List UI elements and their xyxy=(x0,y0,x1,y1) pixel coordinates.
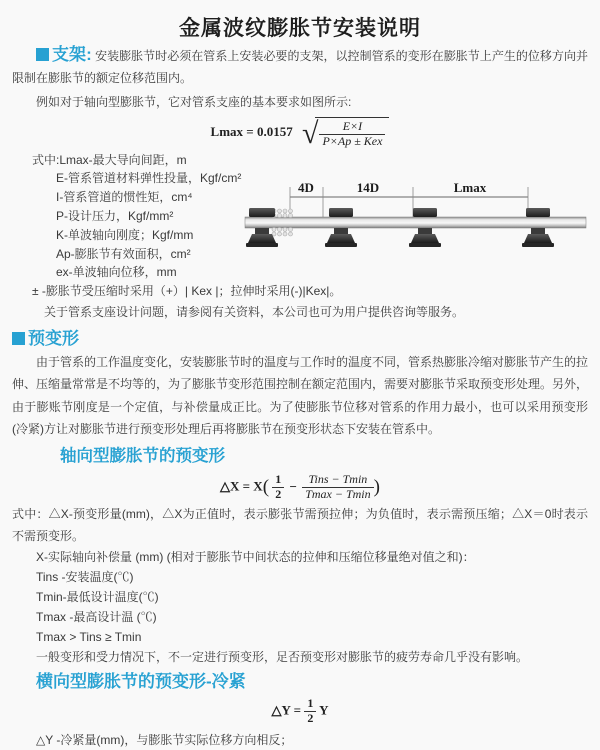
support-intro-text: 安装膨胀节时必须在管系上安装必要的支架，以控制管系的变形在膨胀节上产生的位移方向并限制在膨胀节的额定位移范围内。 xyxy=(12,49,588,85)
dim-label-4d: 4D xyxy=(298,179,314,195)
left-paren: ( xyxy=(262,476,270,498)
section-marker-icon xyxy=(12,332,25,345)
section-preform-headline xyxy=(12,328,588,351)
radical-sign-icon: √ xyxy=(301,116,319,150)
formula-rhs: Y xyxy=(319,702,329,718)
definition-line: 式中:Lmax-最大导向间距，m xyxy=(32,152,187,167)
section-support-header: 支架: xyxy=(52,45,92,64)
formula-fraction xyxy=(319,120,385,149)
note-line: Tmin-最低设计温度(℃) xyxy=(36,590,159,605)
lateral-note: △Y -冷紧量(mm)，与膨胀节实际位移方向相反； xyxy=(36,732,293,747)
dim-label-lmax: Lmax xyxy=(453,179,487,195)
dim-label-14d: 14D xyxy=(356,179,380,195)
support-intro-paragraph xyxy=(12,44,588,89)
definition-line: K-单波轴向刚度；Kgf/mm xyxy=(56,227,194,242)
note-line: Tmax > Tins ≥ Tmin xyxy=(36,630,142,645)
formula-lhs: Lmax = 0.0157 xyxy=(210,123,293,139)
note-line: Tmax -最高设计温 (℃) xyxy=(36,610,157,625)
section-marker-icon xyxy=(36,48,49,61)
fraction-denominator: 2 xyxy=(307,711,314,726)
definition-line: P-设计压力，Kgf/mm² xyxy=(56,208,174,223)
pipe xyxy=(245,217,586,228)
axial-formula-explanation: 式中：△X-预变形量(mm)，△X为正值时，表示膨张节需预拉伸；为负值时，表示需预压缩；△X＝0时表示不需预变形。 xyxy=(12,507,588,544)
axial-preform-formula xyxy=(12,473,588,502)
lateral-preform-heading: 横向型膨胀节的预变形-冷紧 xyxy=(36,672,246,692)
definition-line: I-管系管道的惯性矩，cm⁴ xyxy=(56,190,193,205)
fraction-numerator: 1 xyxy=(304,697,316,712)
formula-fraction xyxy=(304,697,316,726)
fraction-numerator: E×I xyxy=(319,120,385,135)
fraction-denominator: P×Ap ± Kex xyxy=(322,133,383,148)
section-preform-header: 预变形 xyxy=(28,328,79,348)
fraction-denominator: Tmax − Tmin xyxy=(305,486,371,501)
page-title: 金属波纹膨胀节安装说明 xyxy=(179,17,421,40)
note-line: X-实际轴向补偿量 (mm) (相对于膨胀节中间状态的拉伸和压缩位移量绝对值之和)： xyxy=(36,550,475,565)
formula-fraction xyxy=(302,473,373,502)
axial-preform-heading: 轴向型膨胀节的预变形 xyxy=(60,446,225,465)
pipe-support-diagram xyxy=(243,177,588,255)
sqrt-expression xyxy=(302,117,389,149)
definitions-and-diagram xyxy=(12,151,588,322)
fraction-numerator: Tins − Tmin xyxy=(302,473,373,488)
right-paren: ) xyxy=(373,476,380,498)
definition-line: E-管系管道材料弹性投量，Kgf/cm² xyxy=(56,171,242,186)
preform-paragraph: 由于管系的工作温度变化，安装膨胀节时的温度与工作时的温度不同，管系热膨胀冷缩对膨胀节产生的拉伸、压缩量常常是不均等的，为了膨胀节变形范围控制在额定范围内，需要对膨胀节采取预变形处理。另外，由于膨账节刚度是一个定值，与补偿量成正比。为了使膨胀节位移对管系的作用力最小，也可以采用预变形(冷紧)方让对膨胀节进行预变形处理后再将膨胀节在预变形状态下安装在管系中。 xyxy=(12,354,589,437)
definition-line: ex-单波轴向位移，mm xyxy=(56,265,177,280)
definition-line: 关于管系支座设计问题，请参阅有关资料，本公司也可为用户提供咨询等服务。 xyxy=(44,304,465,319)
minus-sign: − xyxy=(289,479,297,495)
definition-line: ± -膨胀节受压缩时采用（+）| Kex |；拉伸时采用(-)|Kex|。 xyxy=(32,284,342,299)
lateral-preform-formula xyxy=(12,697,588,726)
lmax-formula xyxy=(12,117,588,149)
formula-lhs: △X = X xyxy=(220,478,263,494)
fraction-denominator: 2 xyxy=(275,486,282,501)
definition-line: Ap-膨胀节有效面积，cm² xyxy=(56,246,191,261)
formula-fraction xyxy=(272,473,284,502)
support-example-text: 例如对于轴向型膨胀节，它对管系支座的基本要求如图所示: xyxy=(36,95,352,109)
note-line: Tins -安装温度(℃) xyxy=(36,570,134,585)
formula-lhs: △Y = xyxy=(271,702,302,718)
fraction-numerator: 1 xyxy=(272,473,284,488)
axial-general-note: 一般变形和受力情况下，不一定进行预变形，足否预变形对膨胀节的疲劳寿命几乎没有影响。 xyxy=(36,650,529,665)
